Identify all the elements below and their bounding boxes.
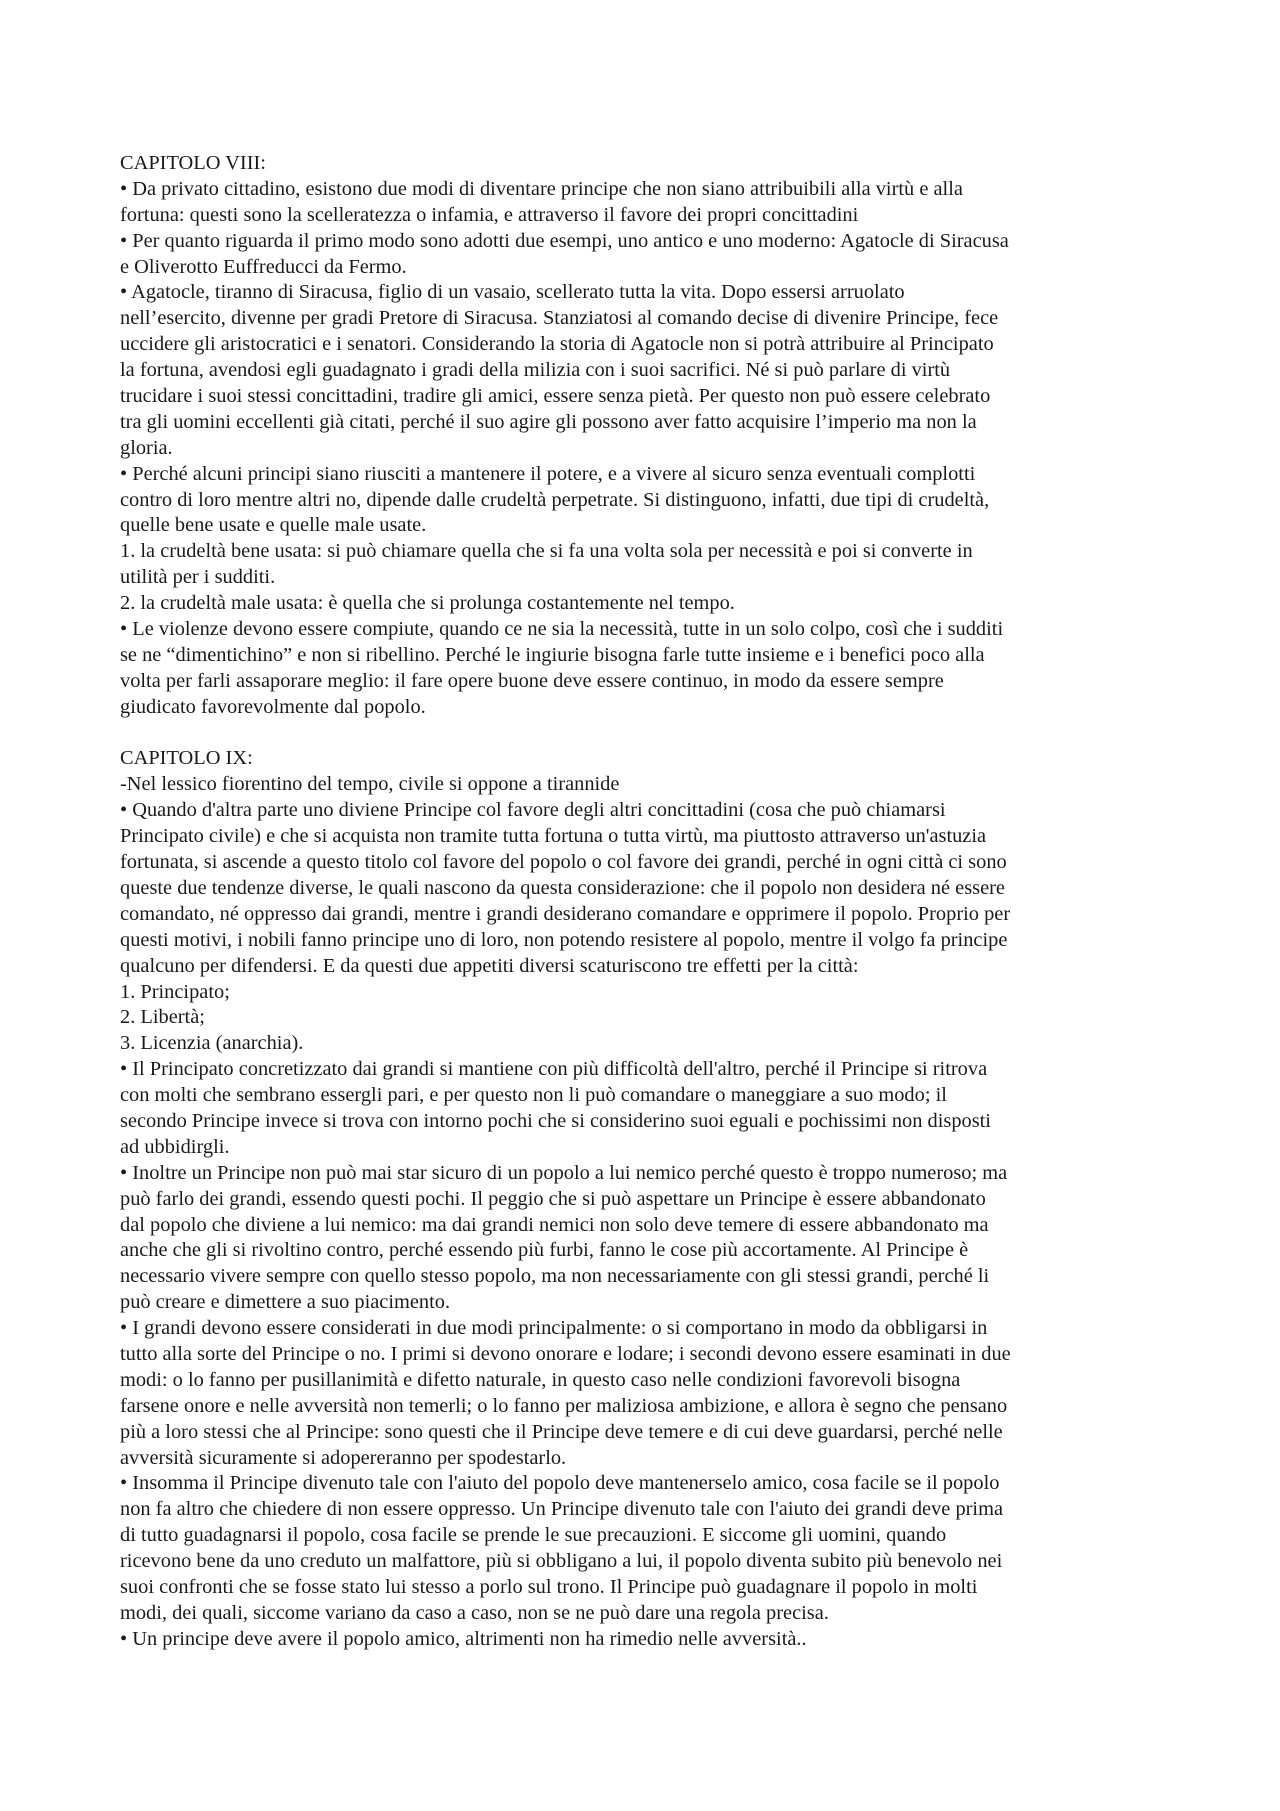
chapter-heading: CAPITOLO IX: [120,747,253,770]
document-page [120,151,1170,1653]
text-line: • Insomma il Principe divenuto tale con l'aiuto del popolo deve mantenerselo amico, cosa facile se il popolo [120,1472,1000,1495]
chapter-8 [120,151,1170,721]
text-line: 1. Principato; [120,980,230,1003]
chapter-body [120,772,1170,1652]
text-line: e Oliverotto Euffreducci da Fermo. [120,255,407,278]
text-line: • Quando d'altra parte uno diviene Principe col favore degli altri concittadini (cosa che può chiamarsi [120,799,946,822]
paragraph-spacer [120,721,1170,747]
text-line: modi: o lo fanno per pusillanimità e difetto naturale, in questo caso nelle condizioni favorevoli bisogna [120,1368,961,1391]
text-line: nell’esercito, divenne per gradi Pretore di Siracusa. Stanziatosi al comando decise di divenire Principe, fece [120,307,999,330]
text-line: può creare e dimettere a suo piacimento. [120,1291,451,1314]
text-line: • Un principe deve avere il popolo amico, altrimenti non ha rimedio nelle avversità.. [120,1627,807,1650]
text-line: questi motivi, i nobili fanno principe uno di loro, non potendo resistere al popolo, mentre il volgo fa principe [120,928,1008,951]
text-line: • Inoltre un Principe non può mai star sicuro di un popolo a lui nemico perché questo è troppo numeroso; ma [120,1161,1008,1184]
text-line: la fortuna, avendosi egli guadagnato i gradi della milizia con i suoi sacrifici. Né si può parlare di virtù [120,359,951,382]
text-line: • Per quanto riguarda il primo modo sono adotti due esempi, uno antico e uno moderno: Agatocle di Siracusa [120,229,1009,252]
text-line: 3. Licenzia (anarchia). [120,1032,304,1055]
text-line: fortuna: questi sono la scelleratezza o infamia, e attraverso il favore dei propri concittadini [120,203,859,226]
text-line: più a loro stessi che al Principe: sono questi che il Principe deve temere e di cui deve guardarsi, perché nelle [120,1420,1003,1443]
text-line: quelle bene usate e quelle male usate. [120,514,427,537]
text-line: dal popolo che diviene a lui nemico: ma dai grandi nemici non solo deve temere di essere abbandonato ma [120,1213,989,1236]
text-line: volta per farli assaporare meglio: il fare opere buone deve essere continuo, in modo da essere sempre [120,669,944,692]
text-line: ad ubbidirgli. [120,1135,230,1158]
text-line: utilità per i sudditi. [120,566,276,589]
text-line: farsene onore e nelle avversità non temerli; o lo fanno per maliziosa ambizione, e allora è segno che pensano [120,1394,1008,1417]
text-line: 1. la crudeltà bene usata: si può chiamare quella che si fa una volta sola per necessità e poi si converte in [120,540,973,563]
text-line: 2. la crudeltà male usata: è quella che si prolunga costantemente nel tempo. [120,592,735,615]
text-line: giudicato favorevolmente dal popolo. [120,695,426,718]
text-line: secondo Principe invece si trova con intorno pochi che si considerino suoi eguali e pochissimi non disposti [120,1109,991,1132]
text-line: • Agatocle, tiranno di Siracusa, figlio di un vasaio, scellerato tutta la vita. Dopo essersi arruolato [120,281,905,304]
text-line: • Il Principato concretizzato dai grandi si mantiene con più difficoltà dell'altro, perché il Principe si ritrova [120,1058,988,1081]
text-line: gloria. [120,436,173,459]
text-line: di tutto guadagnarsi il popolo, cosa facile se prende le sue precauzioni. E siccome gli uomini, quando [120,1524,947,1547]
text-line: queste due tendenze diverse, le quali nascono da questa considerazione: che il popolo non desidera né essere [120,876,1005,899]
chapter-body [120,177,1170,721]
text-line: • Le violenze devono essere compiute, quando ce ne sia la necessità, tutte in un solo colpo, così che i sudditi [120,618,1004,641]
text-line: con molti che sembrano essergli pari, e per questo non li può comandare o maneggiare a suo modo; il [120,1084,947,1107]
text-line: non fa altro che chiedere di non essere oppresso. Un Principe divenuto tale con l'aiuto dei grandi deve prima [120,1498,1004,1521]
text-line: tra gli uomini eccellenti già citati, perché il suo agire gli possono aver fatto acquisire l’imperio ma non la [120,410,977,433]
text-line: Principato civile) e che si acquista non tramite tutta fortuna o tutta virtù, ma piuttosto attraverso un'astuzia [120,825,987,848]
text-line: qualcuno per difendersi. E da questi due appetiti diversi scaturiscono tre effetti per la città: [120,954,859,977]
text-line: • Da privato cittadino, esistono due modi di diventare principe che non siano attribuibili alla virtù e alla [120,177,963,200]
text-line: 2. Libertà; [120,1006,205,1029]
text-line: suoi confronti che se fosse stato lui stesso a porlo sul trono. Il Principe può guadagnare il popolo in molti [120,1575,978,1598]
text-line: se ne “dimentichino” e non si ribellino. Perché le ingiurie bisogna farle tutte insieme e i benefici poco alla [120,643,985,666]
text-line: anche che gli si rivoltino contro, perché essendo più furbi, fanno le cose più accortamente. Al Principe è [120,1239,969,1262]
text-line: trucidare i suoi stessi concittadini, tradire gli amici, essere senza pietà. Per questo non può essere celebrato [120,385,991,408]
text-line: comandato, né oppresso dai grandi, mentre i grandi desiderano comandare e opprimere il popolo. Proprio per [120,902,1011,925]
text-line: tutto alla sorte del Principe o no. I primi si devono onorare e lodare; i secondi devono essere esaminati in due [120,1342,1011,1365]
text-line: • Perché alcuni principi siano riusciti a mantenere il potere, e a vivere al sicuro senza eventuali complotti [120,462,976,485]
text-line: • I grandi devono essere considerati in due modi principalmente: o si comportano in modo da obbligarsi in [120,1317,988,1340]
text-line: può farlo dei grandi, essendo questi pochi. Il peggio che si può aspettare un Principe è essere abbandonato [120,1187,986,1210]
text-line: uccidere gli aristocratici e i senatori. Considerando la storia di Agatocle non si potrà attribuire al Principato [120,333,994,356]
text-line: ricevono bene da uno creduto un malfattore, più si obbligano a lui, il popolo diventa subito più benevolo nei [120,1550,1003,1573]
chapter-heading: CAPITOLO VIII: [120,152,266,174]
text-line: necessario vivere sempre con quello stesso popolo, ma non necessariamente con gli stessi grandi, perché li [120,1265,990,1288]
text-line: contro di loro mentre altri no, dipende dalle crudeltà perpetrate. Si distinguono, infatti, due tipi di crudeltà, [120,488,990,511]
text-line: fortunata, si ascende a questo titolo col favore del popolo o col favore dei grandi, perché in ogni città ci sono [120,851,1007,874]
text-line: modi, dei quali, siccome variano da caso a caso, non se ne può dare una regola precisa. [120,1601,829,1624]
text-line: avversità sicuramente si adopereranno per spodestarlo. [120,1446,567,1469]
chapter-9 [120,746,1170,1652]
text-line: -Nel lessico fiorentino del tempo, civile si oppone a tirannide [120,773,620,796]
